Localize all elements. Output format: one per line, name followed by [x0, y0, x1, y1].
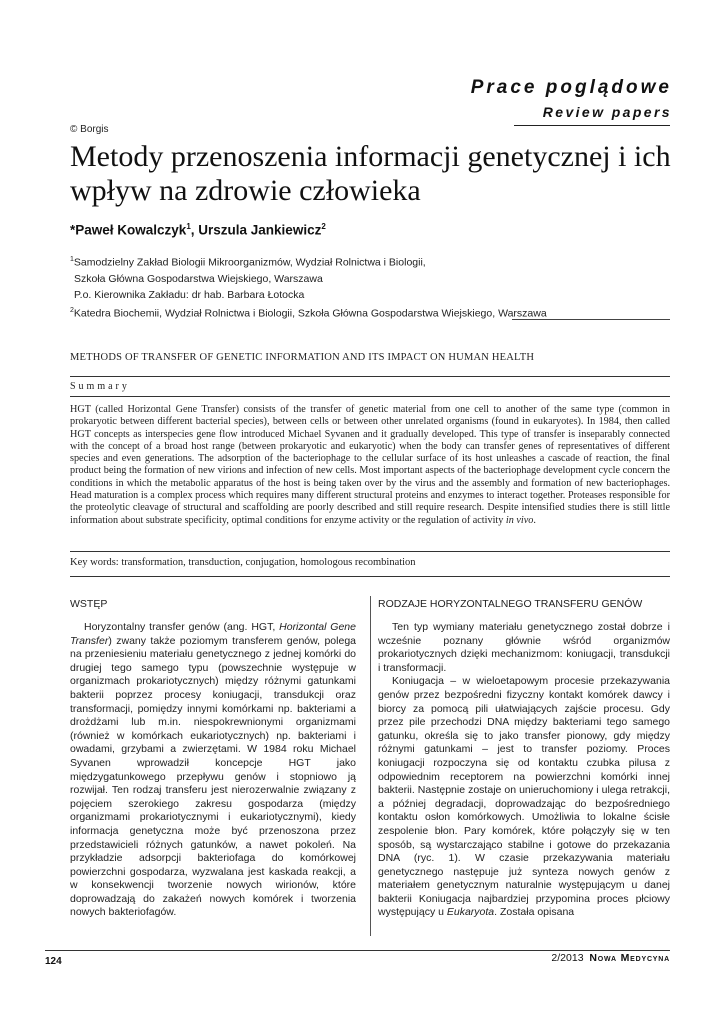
affiliation-text: P.o. Kierownika Zakładu: dr hab. Barbara Łotocka [74, 288, 305, 301]
copyright-notice: © Borgis [70, 124, 109, 135]
column-divider [370, 596, 371, 936]
abstract-end: . [533, 514, 536, 526]
section-label-polish: Prace poglądowe [470, 77, 672, 98]
text-run: Horyzontalny transfer genów (ang. HGT, [84, 621, 280, 633]
text-run-italic: Eukaryota [446, 906, 495, 919]
affiliation-marker: 2 [70, 306, 74, 314]
section-label-english: Review papers [542, 104, 672, 120]
affiliation-line [70, 271, 690, 287]
journal-name: Nowa Medycyna [589, 952, 670, 964]
keywords-bottom-rule [70, 576, 670, 577]
text-run: Koniugacja – w wieloetapowym procesie przekazywania genów przez bezpośredni fizyczny kontakt komórek dawcy i biorcy za pomocą pili ułatwiających zajście procesu. Gdy przez pile przechodzi DNA między bakteriami tego samego gatunku, określa się to jako transfer pionowy, gdy między różnymi gatunkami – jest to transfer poziomy. Proces koniugacji rozpoczyna się od kontaktu czubka pilusa z odpowiednim receptorem na powierzchni komórki innej bakterii. Następnie zostaje on unieruchomiony i ulega retrakcji, a później degradacji, doprowadzając do bezpośredniego kontaktu osłon komórkowych. Umożliwia to lokalne ścisłe zespolenie błon. Pary komórek, które połączyły się w ten sposób, są wystarczająco stabilne i gotowe do przekazania DNA (ryc. 1). W czasie przekazywania materiału genetycznego następuje już synteza nowych genów z materiałem genetycznym naturalnie występującym u danej bakterii Koniugacja najbardziej przypomina proces płciowy występujący u [378, 675, 670, 919]
text-run: ) zwany także poziomym transferem genów, polega na przeniesieniu materiału genetycznego z jednej komórki do drugiej tego samego typu (powszechnie występuje w organizmach prokariotycznych) między różnymi gatunkami bakterii poprzez procesy koniugacji, transdukcji oraz transformacji, pomiędzy innymi komórkami np. bakteriami a drożdżami lub m.in. niespokrewnionymi organizmami (również w komórkach eukariotycznych) np. bakteriami i owadami, grzybami a zwierzętami. W 1984 roku Michael Syvanen wprowadził koncepcje HGT jako międzygatunkowego przepływu genów i stopniowo ją rozwijał. Ten rodzaj transferu jest nierozerwalnie związany z pojęciem szerokiego zakresu gospodarza (między organizmami prokariotycznymi i eukariotycznymi), kiedy informacja genetyczna może być przenoszona przez przedstawicieli różnych gatunków, a nawet pokoleń. Na przykładzie adsorpcji bakteriofaga do komórkowej powierzchni gospodarza, wyzwalana jest kaskada reakcji, a w konsekwencji tworzenie nowych wirionów, które doprowadzają do zakażeń nowych komórek i tworzenia nowych bakteriofagów. [70, 634, 356, 919]
affiliation-text: Katedra Biochemii, Wydział Rolnictwa i Biologii, Szkoła Główna Gospodarstwa Wiejskiego, Warszawa [73, 307, 547, 319]
abstract-italic: in vivo [505, 514, 534, 526]
abstract-text [70, 404, 670, 527]
summary-label: Summary [70, 381, 130, 392]
author-list [70, 222, 326, 238]
affiliation-marker: 1 [186, 222, 191, 231]
keywords-top-rule [70, 551, 670, 552]
affiliation-divider [512, 319, 670, 320]
keywords: Key words: transformation, transduction, conjugation, homologous recombination [70, 557, 416, 568]
paragraph [378, 675, 670, 920]
affiliation-text: Samodzielny Zakład Biologii Mikroorganizmów, Wydział Rolnictwa i Biologii, [73, 256, 426, 269]
english-title: METHODS OF TRANSFER OF GENETIC INFORMATION AND ITS IMPACT ON HUMAN HEALTH [70, 352, 535, 363]
footer-rule [45, 950, 670, 951]
text-run: . Została opisana [494, 906, 575, 919]
affiliation-text: Szkoła Główna Gospodarstwa Wiejskiego, Warszawa [74, 272, 323, 285]
text-run-italic: Horizontal Gene Transfer [70, 621, 356, 647]
affiliation-line [70, 252, 690, 271]
author-name: *Paweł Kowalczyk [70, 222, 187, 238]
journal-issue [551, 952, 670, 964]
paragraph: Ten typ wymiany materiału genetycznego został dobrze i wcześnie poznany głównie wśród organizmów prokariotycznych dzięki mechanizmom: koniugacji, transdukcji i transformacji. [378, 621, 670, 674]
page-number: 124 [45, 956, 62, 967]
article-title: Metody przenoszenia informacji genetycznej i ich wpływ na zdrowie człowieka [70, 140, 671, 207]
affiliation-marker: 1 [70, 256, 74, 263]
header-divider [514, 125, 670, 126]
section-heading-intro: WSTĘP [70, 598, 108, 610]
affiliations [70, 252, 690, 321]
affiliation-line [70, 287, 690, 303]
left-column-body [70, 621, 356, 920]
paragraph [70, 621, 356, 920]
author-name: , Urszula Jankiewicz [190, 222, 322, 238]
summary-top-rule [70, 376, 670, 377]
right-column-body [378, 621, 670, 920]
section-heading-types: RODZAJE HORYZONTALNEGO TRANSFERU GENÓW [378, 598, 643, 610]
issue-number: 2/2013 [551, 952, 584, 964]
abstract-body: HGT (called Horizontal Gene Transfer) consists of the transfer of genetic material from one cell to another of the same type (common in prokaryotic between different bacterial species), between cells or between other unrelated organisms (found in eukaryotes). In 1984, then called HGT concepts as interspecies gene flow introduced Michael Syvanen and it gradually developed. This type of transfer is inseparably connected with the concept of a broad host range (between prokaryotic and eukaryotic) when the body can transfer genes of representatives of different species and even generations. The adsorption of the bacteriophage to the cellular surface of its host unleashes a cascade of reaction, the final product being the formation of new virions and infection of new cells. Most important aspects of the bacteriophage development cycle concern the conditions in which the metabolic apparatus of the host is being taken over by the virus and the assembly and formation of new bacteriophages. Head maturation is a complex process which requires many different structural proteins and enzymes to interact together. Proteases responsible for the proteolytic cleavage of structural and scaffolding are poorly described and still require research. Despite intensified studies there is still little information about substrate specificity, optimal conditions for enzyme activity or the regulation of activity [70, 404, 670, 526]
affiliation-marker: 2 [321, 222, 326, 231]
summary-label-rule [70, 396, 670, 397]
